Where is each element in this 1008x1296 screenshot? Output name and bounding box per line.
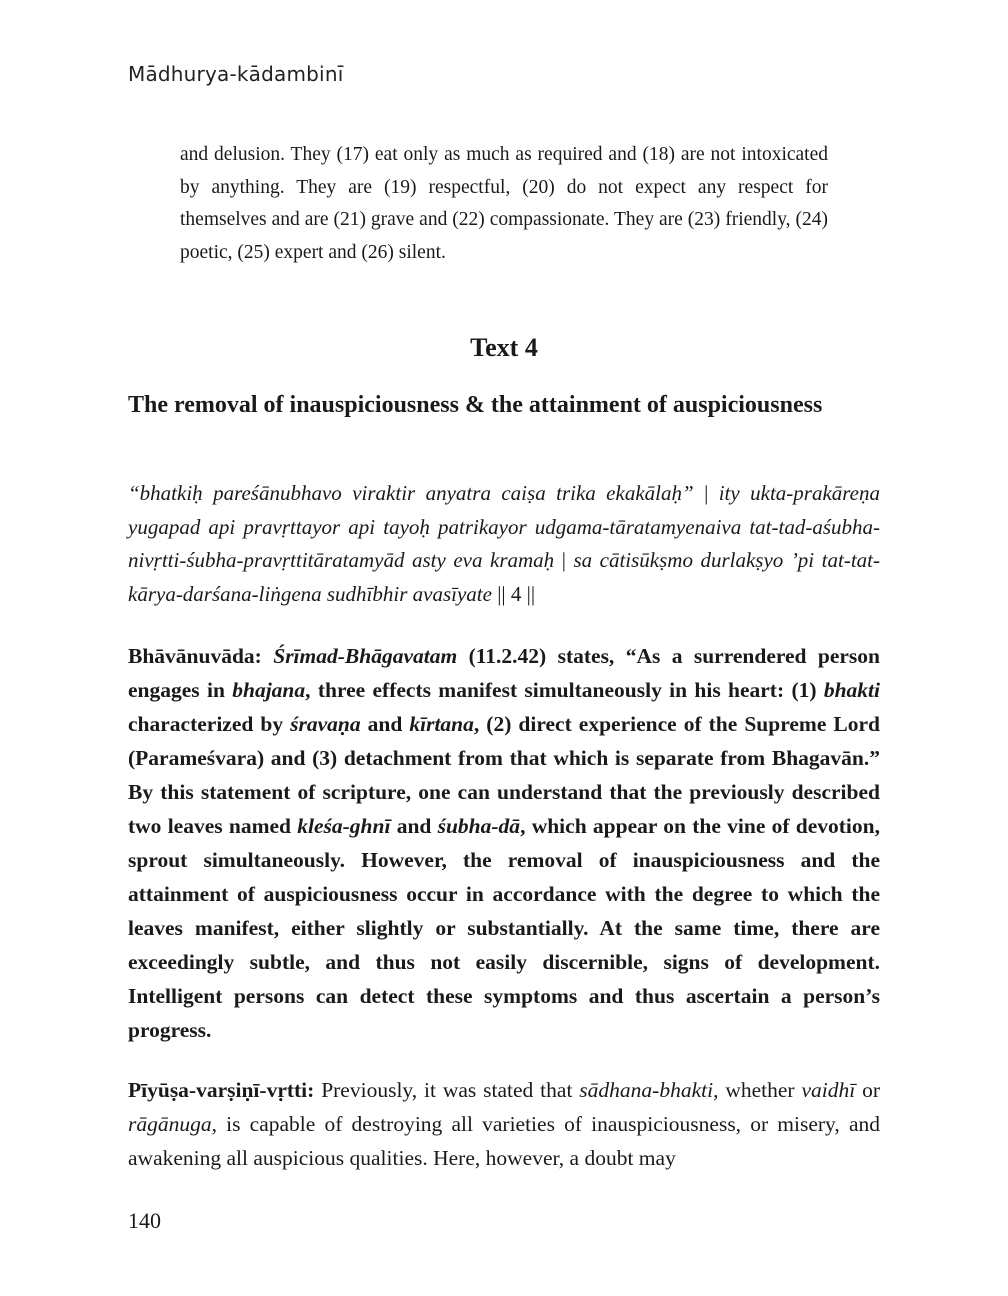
commentary-text: , is capable of destroying all varieties of inauspiciousness, or misery, and awakening all auspicious qualities. Here, however, a doubt may — [128, 1112, 880, 1170]
translation-italic: kleśa-ghnī — [297, 814, 391, 838]
translation-italic: śubha-dā — [437, 814, 521, 838]
translation-text: , (2) direct experience of the Supreme Lord (Parameśvara) and (3) detachment from that which is separate from Bhagavān.” By this statement of scripture, one can understand that the previously described two leaves named — [128, 712, 880, 838]
translation-text: , three effects manifest simultaneously in his heart: (1) — [305, 678, 824, 702]
commentary-italic: rāgānuga — [128, 1112, 212, 1136]
verse-part-3: sa cātisūkṣmo durlakṣyo ’pi tat-tat-kārya-darśana-liṅgena sudhībhir avasīyate — [128, 548, 880, 606]
commentary-text: Previously, it was stated that — [314, 1078, 580, 1102]
translation-italic: śravaṇa — [290, 712, 361, 736]
page-number: 140 — [128, 1208, 161, 1233]
commentary-text: or — [855, 1078, 880, 1102]
verse-number: || 4 || — [491, 581, 536, 606]
commentary-italic: sādhana-bhakti — [579, 1078, 714, 1102]
translation-text — [262, 644, 273, 668]
translation-italic: Śrīmad-Bhāgavatam — [273, 644, 458, 668]
translation-text: , which appear on the vine of devotion, sprout simultaneously. However, the removal of inauspiciousness and the attainment of auspiciousness occur in accordance with the degree to which the leaves manifest, either slightly or substantially. At the same time, there are exceedingly subtle, and thus not easily discernible, signs of development. Intelligent persons can detect these symptoms and thus ascertain a person’s progress. — [128, 814, 880, 1042]
verse-separator: | — [693, 481, 719, 505]
continued-paragraph: and delusion. They (17) eat only as much as required and (18) are not intoxicated by anything. They are (19) respectful, (20) do not expect any respect for themselves and are (21) grave and (22) compassionate. They are (23) friendly, (24) poetic, (25) expert and (26) silent. — [180, 144, 828, 263]
translation-italic: bhakti — [823, 678, 880, 702]
commentary-text: , whether — [713, 1078, 802, 1102]
verse-part-1: “bhatkiḥ pareśānubhavo viraktir anyatra caiṣa trika ekakālaḥ” — [128, 481, 694, 505]
translation-text: characterized by — [128, 712, 291, 736]
translation-paragraph — [128, 639, 880, 1047]
text-number-heading: Text 4 — [470, 333, 538, 362]
translation-text: and — [360, 712, 410, 736]
verse-part-2: ity ukta-prakāreṇa yugapad api pravṛttayor api tayoḥ patrikayor udgama-tāratamyenaiva tat-tad-aśubha-nivṛtti-śubha-pravṛttitāratamyād asty eva kramaḥ — [128, 481, 880, 572]
sanskrit-verse — [128, 477, 880, 611]
commentary-paragraph — [128, 1073, 880, 1175]
commentary-label: Pīyūṣa-varṣiṇī-vṛtti: — [128, 1078, 315, 1102]
translation-text: and — [390, 814, 438, 838]
translation-text: (11.2.42) states, “As a surrendered person engages in — [128, 644, 881, 702]
translation-italic: kīrtana — [409, 712, 474, 736]
verse-separator: | — [554, 548, 574, 572]
translation-italic: bhajana — [232, 678, 306, 702]
translation-label: Bhāvānuvāda: — [128, 644, 262, 668]
running-head: Mādhurya-kādambinī — [128, 62, 344, 86]
commentary-italic: vaidhī — [801, 1078, 856, 1102]
section-title: The removal of inauspiciousness & the attainment of auspiciousness — [128, 392, 823, 418]
